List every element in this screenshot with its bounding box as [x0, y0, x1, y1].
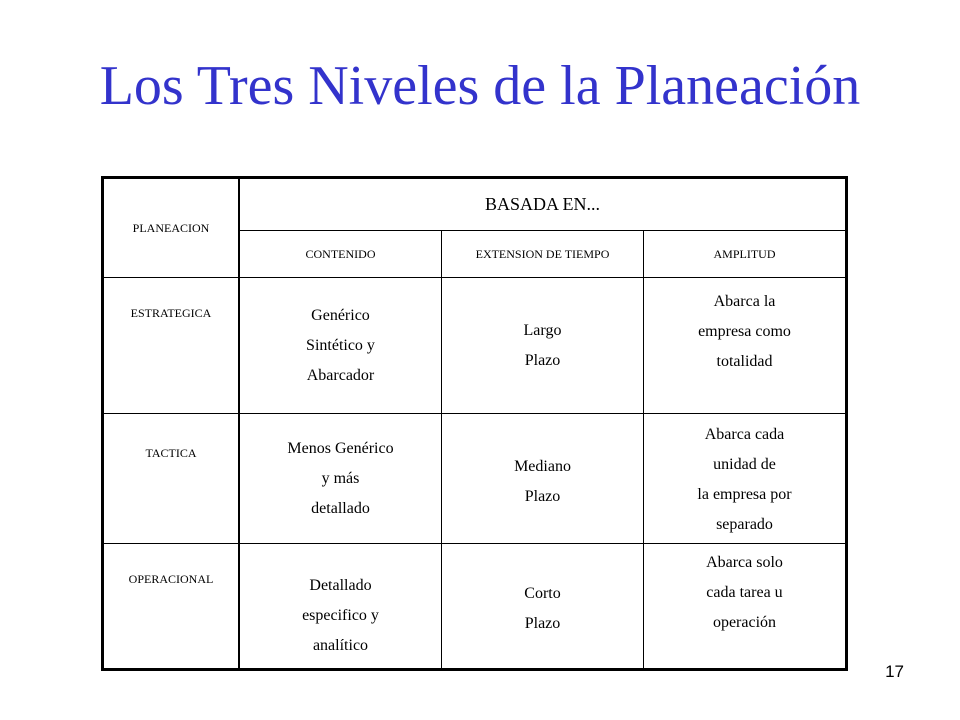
- table-border-right: [845, 176, 848, 671]
- cell-operacional-tiempo: [442, 576, 643, 642]
- cell-operacional-contenido: [240, 568, 441, 664]
- text-line: analítico: [312, 637, 369, 654]
- text-line: y más: [321, 469, 360, 487]
- cell-tactica-contenido: [240, 414, 441, 543]
- text-line: unidad de: [713, 456, 776, 473]
- text-line: Abarca solo: [706, 554, 783, 571]
- cell-estrategica-contenido: [240, 278, 441, 413]
- text-line: detallado: [311, 499, 370, 517]
- column-header-contenido: CONTENIDO: [305, 246, 376, 261]
- cell-tactica-tiempo: [442, 414, 643, 549]
- slide-number: 17: [885, 662, 904, 681]
- text-line: Plazo: [524, 487, 561, 505]
- column-header-amplitud: AMPLITUD: [713, 246, 776, 261]
- cell-estrategica-tiempo: [442, 278, 643, 413]
- text-line: la empresa por: [697, 486, 792, 503]
- slide-title: Los Tres Niveles de la Planeación: [99, 55, 861, 117]
- cell-operacional-amplitud: [644, 546, 845, 640]
- row-label-tactica: TACTICA: [145, 445, 197, 460]
- text-line: cada tarea u: [706, 584, 783, 601]
- text-line: Abarca cada: [704, 426, 785, 443]
- text-line: operación: [712, 614, 777, 631]
- table-border-bottom: [101, 668, 848, 671]
- text-line: Menos Genérico: [287, 439, 394, 457]
- text-line: especifico y: [302, 607, 379, 624]
- text-line: Genérico: [311, 306, 370, 324]
- row-label-operacional: OPERACIONAL: [128, 571, 214, 586]
- text-line: empresa como: [698, 323, 791, 340]
- cell-estrategica-amplitud: [644, 282, 845, 382]
- text-line: separado: [716, 516, 773, 533]
- group-header-basada-en: BASADA EN...: [484, 194, 600, 214]
- text-line: Corto: [524, 585, 561, 602]
- text-line: Plazo: [524, 615, 561, 632]
- text-line: Abarcador: [306, 366, 375, 384]
- text-line: Mediano: [514, 457, 571, 475]
- text-line: totalidad: [716, 353, 773, 370]
- column-header-extension-tiempo: EXTENSION DE TIEMPO: [475, 246, 610, 261]
- text-line: Sintético y: [306, 336, 375, 354]
- text-line: Plazo: [524, 351, 561, 369]
- text-line: Detallado: [309, 577, 372, 594]
- row-label-estrategica: ESTRATEGICA: [130, 305, 212, 320]
- text-line: Abarca la: [713, 293, 776, 310]
- cell-tactica-amplitud: [644, 418, 845, 542]
- row-header-planeacion: PLANEACION: [132, 220, 210, 235]
- text-line: Largo: [523, 321, 562, 339]
